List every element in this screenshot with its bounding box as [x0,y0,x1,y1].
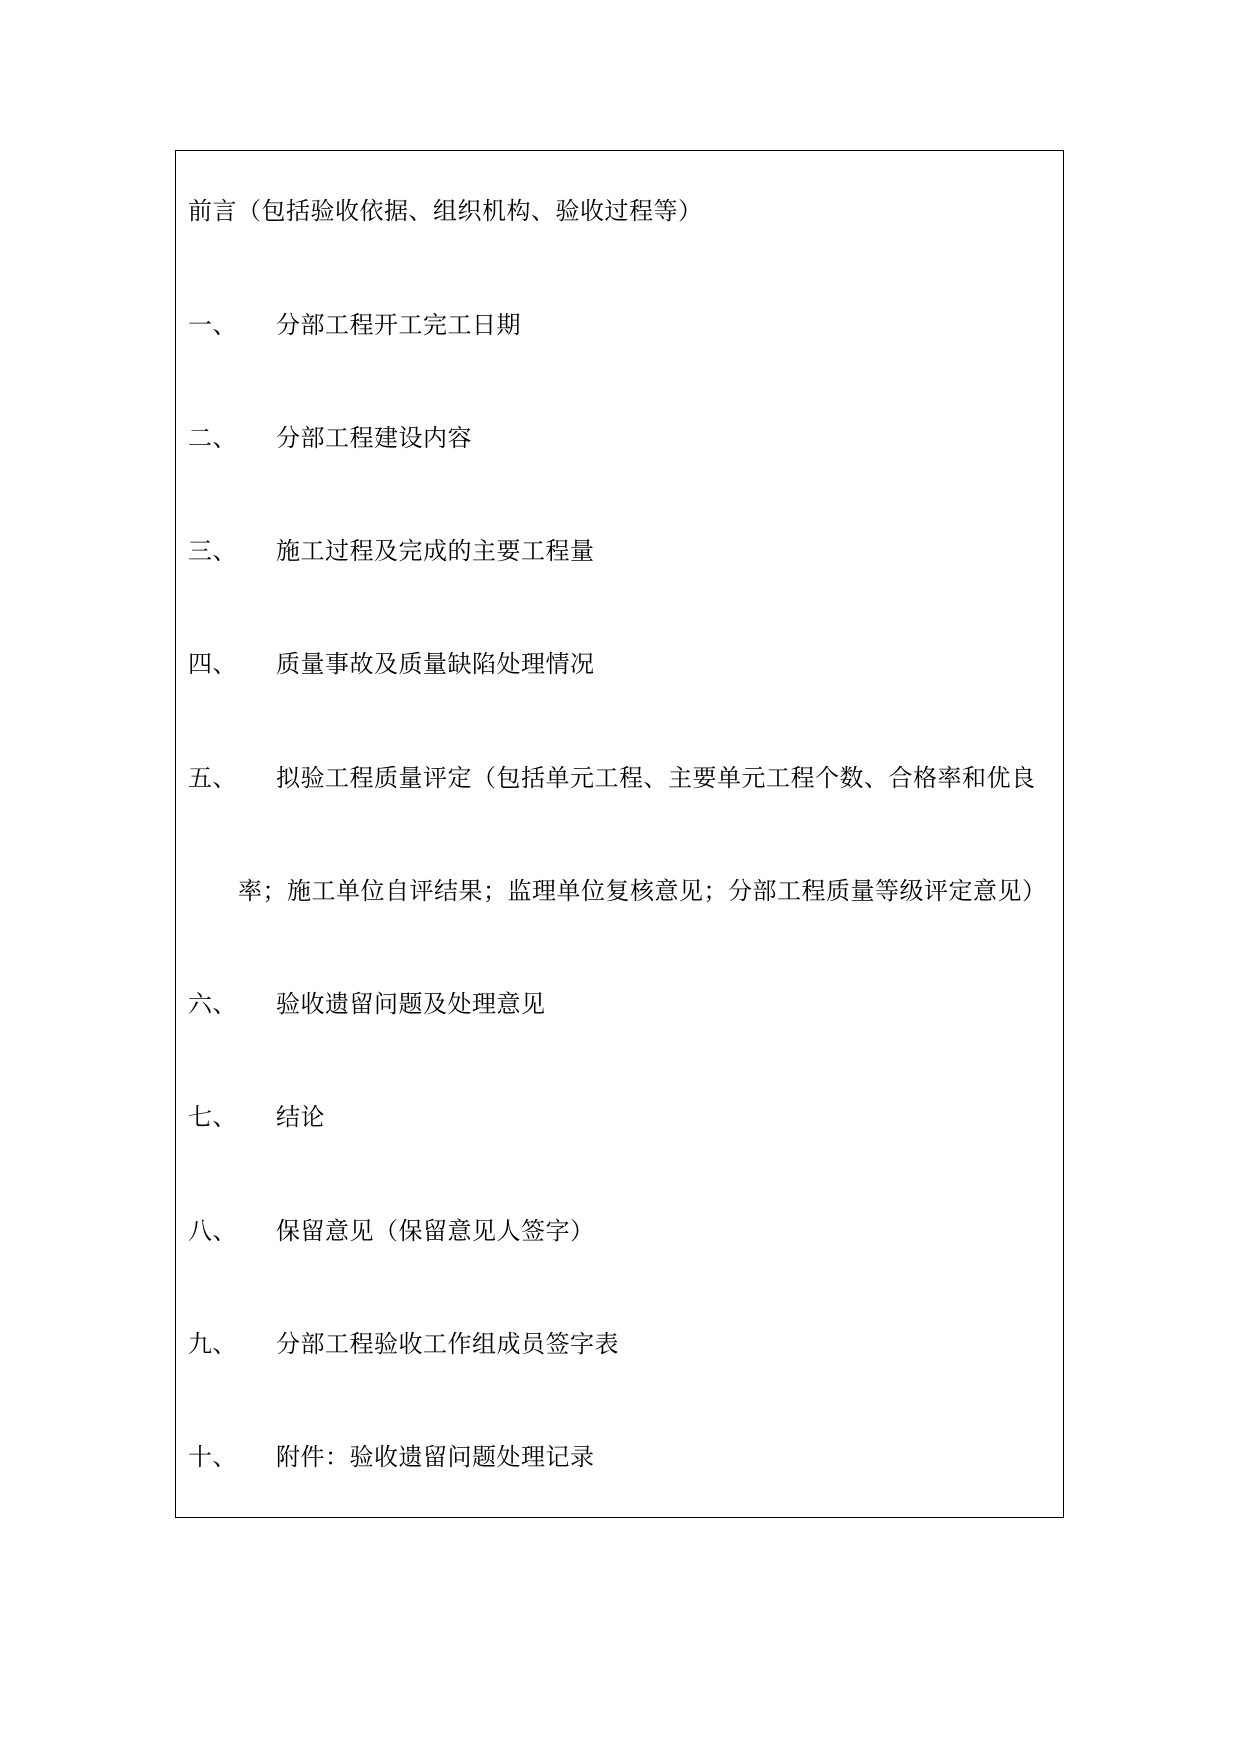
section-title: 结论 [276,1103,325,1131]
section-number: 十、 [188,1443,237,1471]
section-8 [188,1216,595,1246]
section-number: 二、 [188,424,237,452]
section-number: 三、 [188,537,237,565]
section-number: 五、 [188,764,237,792]
section-title-continuation: 率；施工单位自评结果；监理单位复核意见；分部工程质量等级评定意见） [238,877,1047,905]
document-frame [175,150,1064,1518]
section-title: 质量事故及质量缺陷处理情况 [276,650,595,678]
section-number: 一、 [188,311,237,339]
section-6 [188,989,546,1019]
section-title: 施工过程及完成的主要工程量 [276,537,595,565]
section-number: 八、 [188,1217,237,1245]
section-10 [188,1442,595,1472]
section-number: 七、 [188,1103,237,1131]
section-number: 六、 [188,990,237,1018]
section-9 [188,1329,619,1359]
section-title: 分部工程开工完工日期 [276,311,521,339]
section-1 [188,310,521,340]
intro-text: 前言（包括验收依据、组织机构、验收过程等） [188,197,703,225]
section-5 [188,763,1036,793]
section-title: 保留意见（保留意见人签字） [276,1217,595,1245]
section-4 [188,649,595,679]
section-title: 验收遗留问题及处理意见 [276,990,546,1018]
section-title: 分部工程建设内容 [276,424,472,452]
section-3 [188,536,595,566]
section-7 [188,1102,325,1132]
section-title: 分部工程验收工作组成员签字表 [276,1330,619,1358]
section-title: 附件：验收遗留问题处理记录 [276,1443,595,1471]
section-5-continuation [238,876,1047,906]
section-2 [188,423,472,453]
section-number: 九、 [188,1330,237,1358]
section-title: 拟验工程质量评定（包括单元工程、主要单元工程个数、合格率和优良 [276,764,1036,792]
section-number: 四、 [188,650,237,678]
intro-line [188,196,703,226]
